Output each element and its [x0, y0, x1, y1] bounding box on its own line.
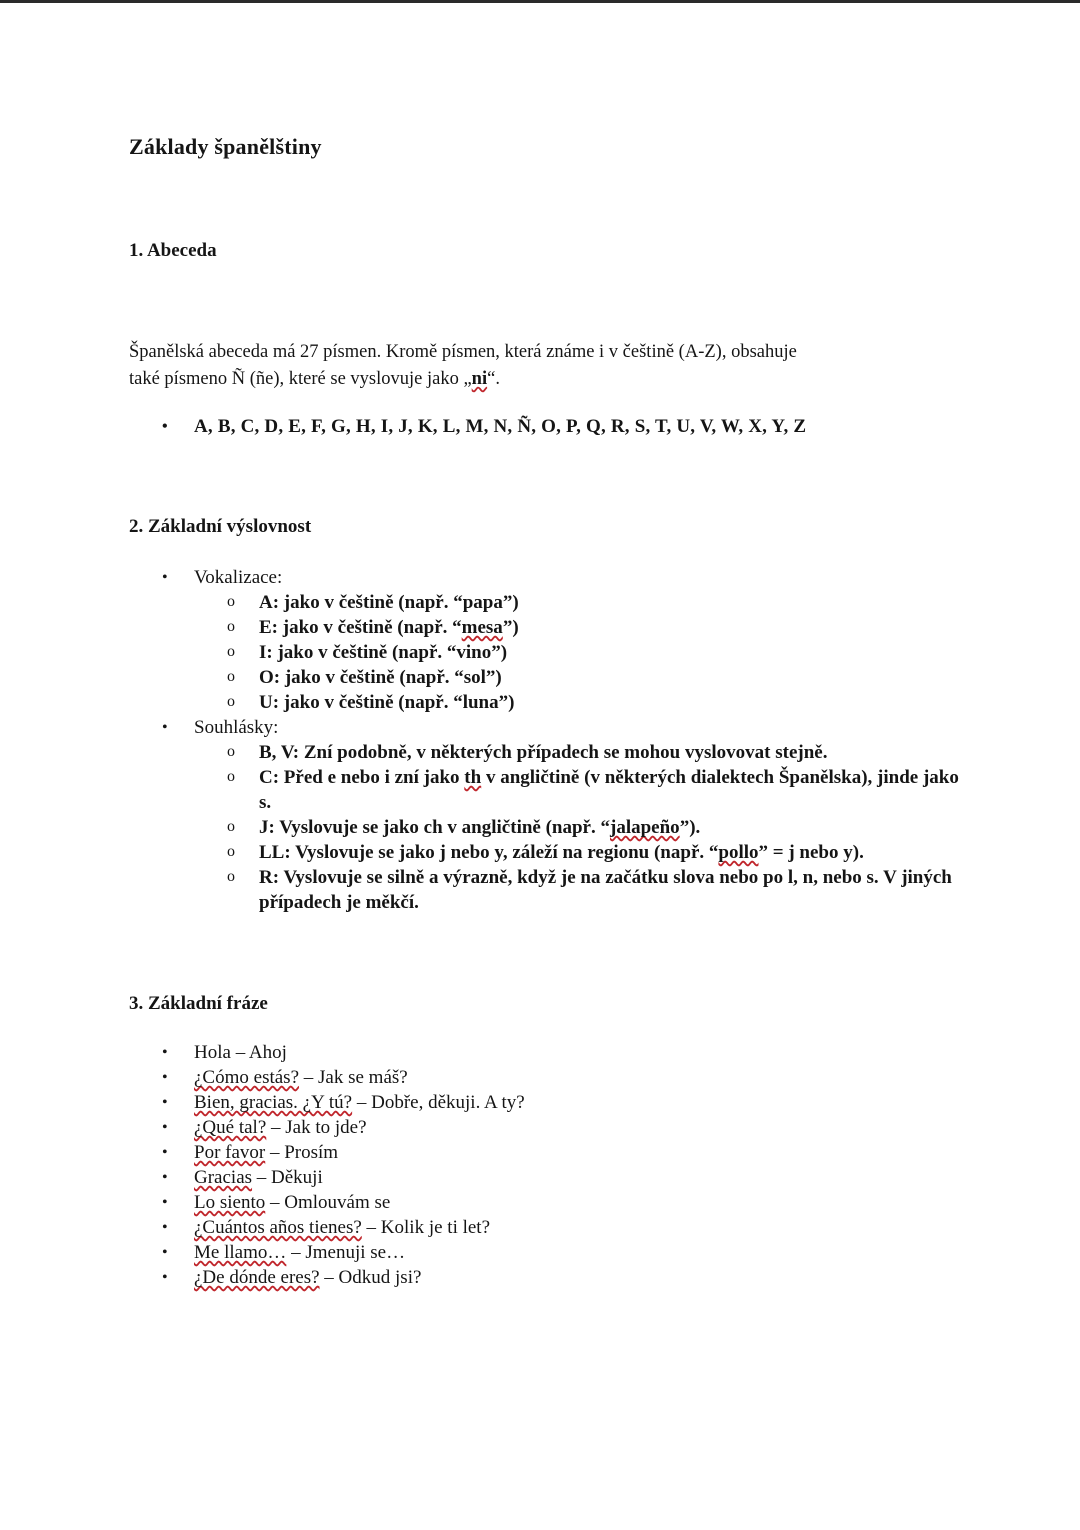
pronunciation-list: [158, 565, 959, 915]
phrase-czech: Jak to jde?: [285, 1117, 367, 1138]
phrase-czech: Jak se máš?: [318, 1067, 408, 1088]
phrase-spanish: Por favor: [194, 1142, 266, 1163]
section-heading-abeceda: 1. Abeceda: [129, 240, 217, 261]
list-item: [194, 665, 959, 690]
phrase-spanish: Bien, gracias. ¿Y tú?: [194, 1092, 353, 1113]
phrase-item: • ¿Cómo estás? – Jak se máš?: [158, 1065, 525, 1090]
item-text: LL: Vyslovuje se jako j nebo y, záleží na regionu (např. “: [259, 842, 719, 863]
phrase-spanish: Lo siento: [194, 1192, 266, 1213]
item-text-end: ” = j nebo y).: [758, 842, 864, 863]
item-text: U: jako v češtině (např. “luna”): [259, 692, 515, 713]
phrase-czech: Kolik je ti let?: [380, 1217, 491, 1238]
list-item: [194, 590, 959, 615]
paragraph-line-2-suffix: “.: [487, 369, 500, 389]
item-text: E: jako v češtině (např. “: [259, 617, 462, 638]
spellcheck-word: jalapeño: [610, 817, 680, 838]
phrase-item: • Bien, gracias. ¿Y tú? – Dobře, děkuji. A ty?: [158, 1090, 525, 1115]
phrase-czech: Děkuji: [271, 1167, 323, 1188]
item-text-end: v angličtině (v některých dialektech Španělska), jinde jako s.: [259, 767, 959, 813]
alphabet-list: [158, 414, 806, 439]
paragraph-line-2-prefix: také písmeno Ñ (ñe), které se vyslovuje jako „: [129, 369, 472, 389]
item-text: B, V: Zní podobně, v některých případech se mohou vyslovovat stejně.: [259, 742, 828, 763]
phrase-item: • Por favor – Prosím: [158, 1140, 525, 1165]
paragraph-line-1: Španělská abeceda má 27 písmen. Kromě písmen, která známe i v češtině (A-Z), obsahuje: [129, 342, 797, 362]
phrase-spanish: ¿Cómo estás?: [194, 1067, 300, 1088]
phrase-item: • ¿De dónde eres? – Odkud jsi?: [158, 1265, 525, 1290]
item-text: R: Vyslovuje se silně a výrazně, když je na začátku slova nebo po l, n, nebo s. V jiných případech je měkčí.: [259, 867, 952, 913]
list-item: [194, 815, 959, 840]
item-text-end: ”): [502, 617, 519, 638]
group-vokalizace: [158, 565, 959, 715]
item-text: O: jako v češtině (např. “sol”): [259, 667, 502, 688]
list-item: [194, 640, 959, 665]
list-item: [194, 615, 959, 640]
list-item: [194, 765, 959, 815]
phrase-spanish: Me llamo…: [194, 1242, 287, 1263]
phrase-czech: Omlouvám se: [284, 1192, 391, 1213]
phrase-item: • ¿Cuántos años tienes? – Kolik je ti let?: [158, 1215, 525, 1240]
list-item: [194, 690, 959, 715]
group-label: Vokalizace:: [194, 567, 283, 588]
phrase-list: [158, 1040, 525, 1290]
item-text: J: Vyslovuje se jako ch v angličtině (např. “: [259, 817, 610, 838]
phrase-item: • Me llamo… – Jmenuji se…: [158, 1240, 525, 1265]
section-heading-vyslovnost: 2. Základní výslovnost: [129, 516, 312, 537]
list-item: [194, 740, 959, 765]
phrase-item: • Hola – Ahoj: [158, 1040, 525, 1065]
document-title: Základy španělštiny: [129, 134, 322, 159]
phrase-item: • ¿Qué tal? – Jak to jde?: [158, 1115, 525, 1140]
phrase-spanish: ¿Cuántos años tienes?: [194, 1217, 362, 1238]
group-label: Souhlásky:: [194, 717, 279, 738]
phrase-spanish: Hola: [194, 1042, 231, 1063]
spellcheck-word: pollo: [718, 842, 759, 863]
phrase-czech: Prosím: [284, 1142, 339, 1163]
section-heading-fraze: 3. Základní fráze: [129, 993, 268, 1014]
vowel-list: [194, 590, 959, 715]
phrase-czech: Dobře, děkuji. A ty?: [371, 1092, 525, 1113]
abeceda-paragraph: [129, 339, 959, 393]
phrase-czech: Ahoj: [248, 1042, 287, 1063]
phrase-item: • Gracias – Děkuji: [158, 1165, 525, 1190]
list-item: [194, 840, 959, 865]
item-text-end: ”).: [679, 817, 701, 838]
spellcheck-word: mesa: [461, 617, 503, 638]
spellcheck-word: ni: [471, 369, 488, 389]
spellcheck-word: th: [464, 767, 482, 788]
consonant-list: [194, 740, 959, 915]
group-souhlasky: [158, 715, 959, 915]
phrase-spanish: ¿Qué tal?: [194, 1117, 267, 1138]
item-text: A: jako v češtině (např. “papa”): [259, 592, 519, 613]
item-text: I: jako v češtině (např. “vino”): [259, 642, 508, 663]
phrase-item: • Lo siento – Omlouvám se: [158, 1190, 525, 1215]
item-text: C: Před e nebo i zní jako: [259, 767, 465, 788]
phrase-czech: Odkud jsi?: [338, 1267, 422, 1288]
phrase-spanish: ¿De dónde eres?: [194, 1267, 320, 1288]
phrase-spanish: Gracias: [194, 1167, 253, 1188]
alphabet-item: • A, B, C, D, E, F, G, H, I, J, K, L, M, N, Ñ, O, P, Q, R, S, T, U, V, W, X, Y, Z: [158, 414, 806, 439]
phrase-czech: Jmenuji se…: [305, 1242, 406, 1263]
list-item: [194, 865, 959, 915]
